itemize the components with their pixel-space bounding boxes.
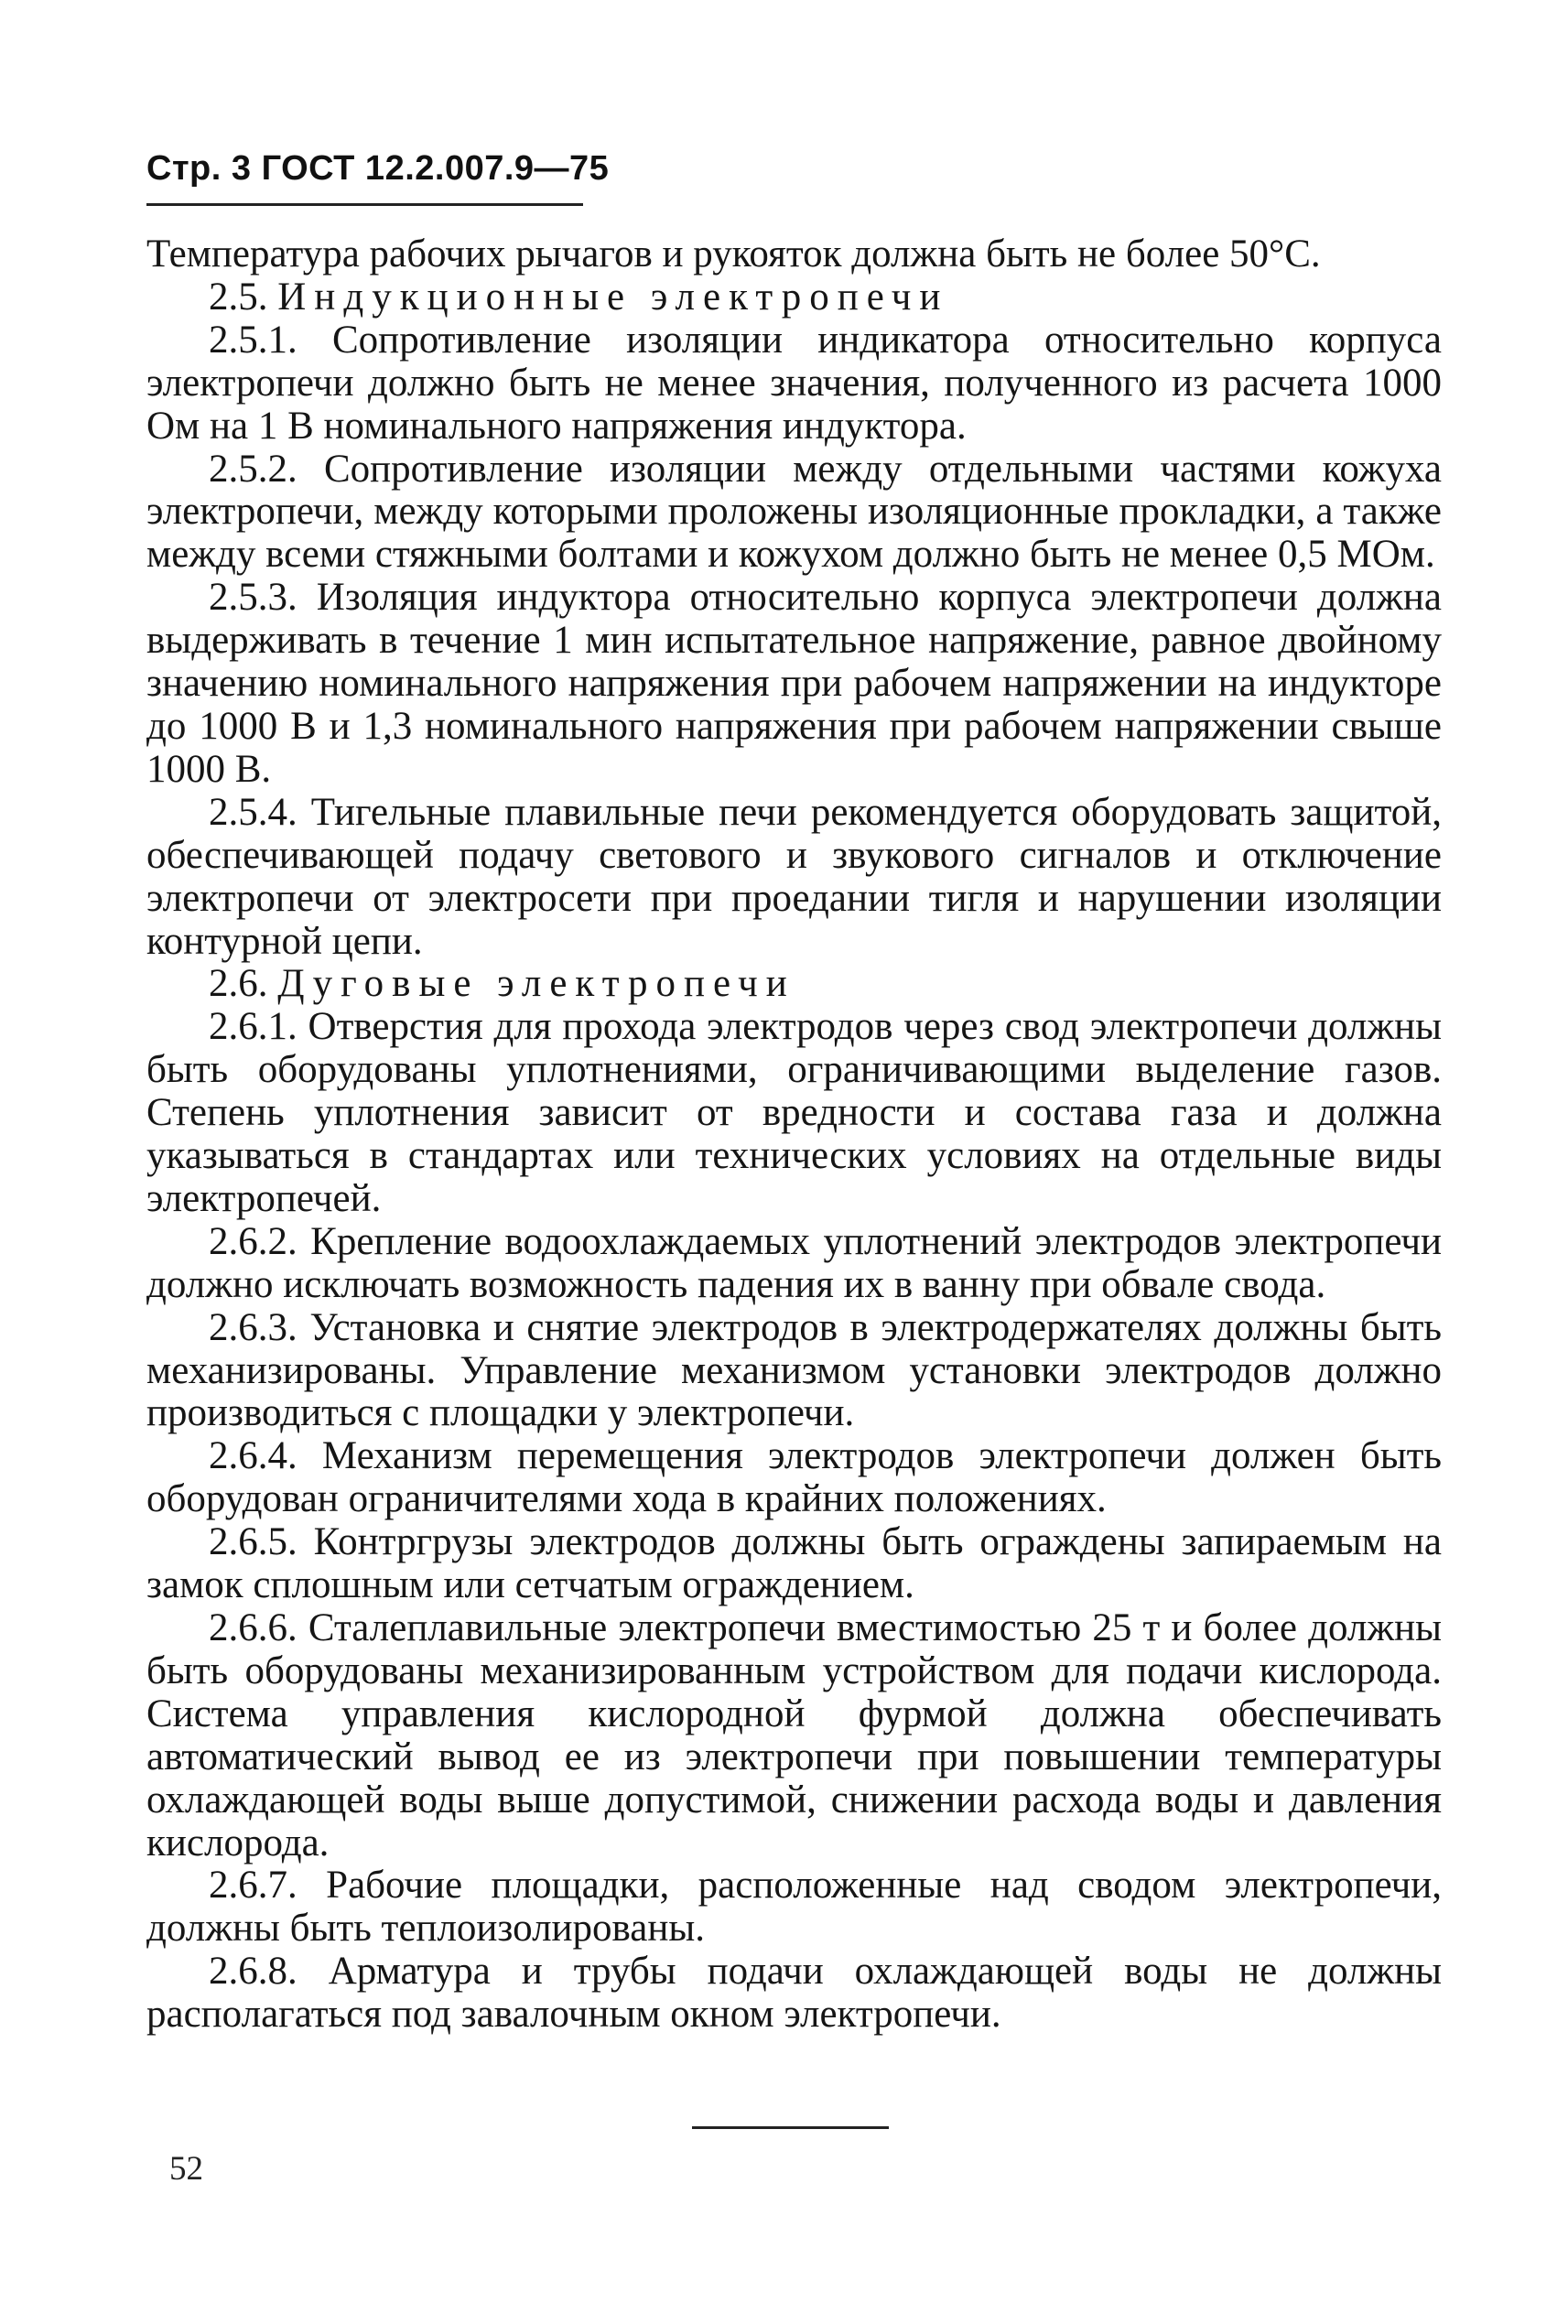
- page-number: 52: [169, 2150, 203, 2188]
- document-body: [146, 233, 1442, 2037]
- paragraph-2-6-6: 2.6.6. Сталеплавильные электропечи вместимостью 25 т и более должны быть оборудованы механизированным устройством для подачи кислорода. Система управления кислородной фурмой должна обеспечивать автоматический вывод ее из электропечи при повышении температуры охлаждающей воды выше допустимой, снижении расхода воды и давления кислорода.: [146, 1606, 1442, 1865]
- section-number: 2.5.: [209, 275, 268, 319]
- section-heading-2-6: [146, 963, 1442, 1006]
- header-rule: [146, 203, 583, 206]
- section-number: 2.6.: [209, 962, 268, 1006]
- section-heading-2-5: [146, 276, 1442, 319]
- paragraph-2-6-5: 2.6.5. Контргрузы электродов должны быть ограждены запираемым на замок сплошным или сетчатым ограждением.: [146, 1520, 1442, 1607]
- paragraph-2-6-8: 2.6.8. Арматура и трубы подачи охлаждающей воды не должны располагаться под завалочным окном электропечи.: [146, 1950, 1442, 2037]
- page-header: Стр. 3 ГОСТ 12.2.007.9—75: [146, 149, 610, 188]
- paragraph-2-5-1: 2.5.1. Сопротивление изоляции индикатора относительно корпуса электропечи должно быть не менее значения, полученного из расчета 1000 Ом на 1 В номинального напряжения индуктора.: [146, 318, 1442, 448]
- paragraph-2-5-2: 2.5.2. Сопротивление изоляции между отдельными частями кожуха электропечи, между которыми проложены изоляционные прокладки, а также между всеми стяжными болтами и кожухом должно быть не менее 0,5 МОм.: [146, 447, 1442, 577]
- paragraph-2-5-3: 2.5.3. Изоляция индуктора относительно корпуса электропечи должна выдерживать в течение 1 мин испытательное напряжение, равное двойному значению номинального напряжения при рабочем напряжении на индукторе до 1000 В и 1,3 номинального напряжения при рабочем напряжении свыше 1000 В.: [146, 576, 1442, 791]
- section-title: Дуговые электропечи: [277, 962, 795, 1006]
- paragraph-2-6-3: 2.6.3. Установка и снятие электродов в электродержателях должны быть механизированы. Управление механизмом установки электродов должно производиться с площадки у электропечи.: [146, 1305, 1442, 1435]
- paragraph-2-6-2: 2.6.2. Крепление водоохлаждаемых уплотнений электродов электропечи должно исключать возможность падения их в ванну при обвале свода.: [146, 1219, 1442, 1306]
- end-rule: [692, 2126, 889, 2129]
- paragraph-2-5-4: 2.5.4. Тигельные плавильные печи рекомендуется оборудовать защитой, обеспечивающей подачу светового и звукового сигналов и отключение электропечи от электросети при проедании тигля и нарушении изоляции контурной цепи.: [146, 790, 1442, 963]
- paragraph-2-6-7: 2.6.7. Рабочие площадки, расположенные над сводом электропечи, должны быть теплоизолированы.: [146, 1864, 1442, 1951]
- section-title: Индукционные электропечи: [277, 275, 949, 319]
- paragraph-2-6-1: 2.6.1. Отверстия для прохода электродов через свод электропечи должны быть оборудованы уплотнениями, ограничивающими выделение газов. Степень уплотнения зависит от вредности и состава газа и должна указываться в стандартах или технических условиях на отдельные виды электропечей.: [146, 1005, 1442, 1220]
- paragraph-2-6-4: 2.6.4. Механизм перемещения электродов электропечи должен быть оборудован ограничителями хода в крайних положениях.: [146, 1434, 1442, 1521]
- paragraph-continuation: Температура рабочих рычагов и рукояток должна быть не более 50°С.: [146, 232, 1321, 276]
